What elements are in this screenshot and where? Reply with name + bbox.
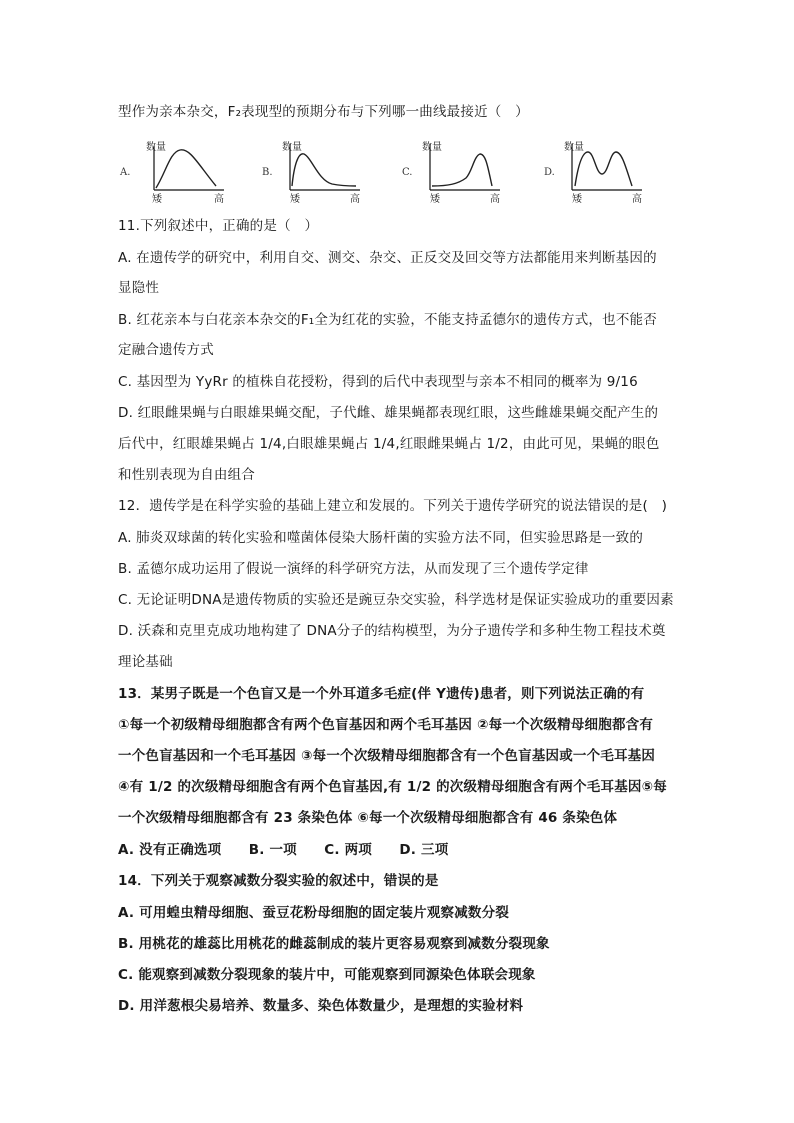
curve-d-xlow: 矮 (572, 194, 582, 205)
curve-b-ylabel: 数量 (282, 142, 302, 153)
curve-option-a (118, 138, 228, 208)
curve-a-line (156, 150, 216, 188)
curve-b-line (292, 154, 356, 186)
q11-line: 后代中，红眼雄果蝇占 1/4,白眼雄果蝇占 1/4,红眼雌果蝇占 1/2，由此可见，果蝇的眼色 (118, 436, 660, 452)
curve-a-xhigh: 高 (214, 194, 224, 205)
q10-intro: 型作为亲本杂交，F₂表现型的预期分布与下列哪一曲线最接近（ ） (118, 104, 529, 120)
q11-line: 定融合遗传方式 (118, 342, 214, 358)
q11-line: A. 在遗传学的研究中，利用自交、测交、杂交、正反交及回交等方法都能用来判断基因的 (118, 250, 657, 266)
curve-b-xlow: 矮 (290, 194, 300, 205)
curve-d-ylabel: 数量 (564, 142, 584, 153)
curve-option-a-letter: A. (120, 167, 131, 178)
q12-line: A. 肺炎双球菌的转化实验和噬菌体侵染大肠杆菌的实验方法不同，但实验思路是一致的 (118, 530, 644, 546)
curve-c-line (432, 154, 492, 186)
q14-line: B. 用桃花的雄蕊比用桃花的雌蕊制成的装片更容易观察到减数分裂现象 (118, 936, 550, 952)
q11-line: C. 基因型为 YyRr 的植株自花授粉，得到的后代中表现型与亲本不相同的概率为 9/16 (118, 374, 638, 390)
curve-a-xlow: 矮 (152, 194, 162, 205)
q11-stem: 11.下列叙述中，正确的是（ ） (118, 218, 319, 234)
curve-option-d (542, 138, 652, 208)
q13-line: ④有 1/2 的次级精母细胞含有两个色盲基因,有 1/2 的次级精母细胞含有两个毛耳基因⑤每 (118, 779, 667, 795)
curve-option-b-letter: B. (262, 167, 273, 178)
q12-line: B. 孟德尔成功运用了假说一演绎的科学研究方法，从而发现了三个遗传学定律 (118, 561, 589, 577)
q13-line: ①每一个初级精母细胞都含有两个色盲基因和两个毛耳基因 ②每一个次级精母细胞都含有 (118, 717, 654, 733)
curve-b-xhigh: 高 (350, 194, 360, 205)
curve-c-ylabel: 数量 (422, 142, 442, 153)
q13-options: A. 没有正确选项 B. 一项 C. 两项 D. 三项 (118, 842, 449, 858)
curve-option-c-letter: C. (402, 167, 413, 178)
q12-line: C. 无论证明DNA是遗传物质的实验还是豌豆杂交实验，科学选材是保证实验成功的重要因素 (118, 592, 674, 608)
curve-d-xhigh: 高 (632, 194, 642, 205)
q14-stem: 14．下列关于观察减数分裂实验的叙述中，错误的是 (118, 873, 439, 889)
curve-a-ylabel: 数量 (146, 142, 166, 153)
q14-line: C. 能观察到减数分裂现象的装片中，可能观察到同源染色体联会现象 (118, 967, 536, 983)
q14-line: A. 可用蝗虫精母细胞、蚕豆花粉母细胞的固定装片观察减数分裂 (118, 905, 510, 921)
curve-c-xlow: 矮 (430, 194, 440, 205)
q12-stem: 12．遗传学是在科学实验的基础上建立和发展的。下列关于遗传学研究的说法错误的是( ) (118, 498, 668, 514)
curve-option-c (400, 138, 510, 208)
curve-d-line (575, 152, 632, 186)
curve-option-d-letter: D. (544, 167, 555, 178)
q11-line: 显隐性 (118, 280, 160, 296)
q13-line: 一个色盲基因和一个毛耳基因 ③每一个次级精母细胞都含有一个色盲基因或一个毛耳基因 (118, 748, 656, 764)
q11-line: B. 红花亲本与白花亲本杂交的F₁全为红花的实验，不能支持孟德尔的遗传方式，也不能否 (118, 312, 657, 328)
q12-line: 理论基础 (118, 654, 173, 670)
q11-line: D. 红眼雌果蝇与白眼雄果蝇交配，子代雌、雄果蝇都表现红眼，这些雌雄果蝇交配产生的 (118, 405, 659, 421)
q12-line: D. 沃森和克里克成功地构建了 DNA分子的结构模型，为分子遗传学和多种生物工程技术奠 (118, 623, 666, 639)
q14-line: D. 用洋葱根尖易培养、数量多、染色体数量少，是理想的实验材料 (118, 998, 524, 1014)
q13-stem: 13．某男子既是一个色盲又是一个外耳道多毛症(伴 Y遗传)患者，则下列说法正确的有 (118, 686, 645, 702)
curve-c-xhigh: 高 (490, 194, 500, 205)
curve-option-b (260, 138, 370, 208)
q13-line: 一个次级精母细胞都含有 23 条染色体 ⑥每一个次级精母细胞都含有 46 条染色体 (118, 810, 618, 826)
q11-line: 和性别表现为自由组合 (118, 467, 255, 483)
